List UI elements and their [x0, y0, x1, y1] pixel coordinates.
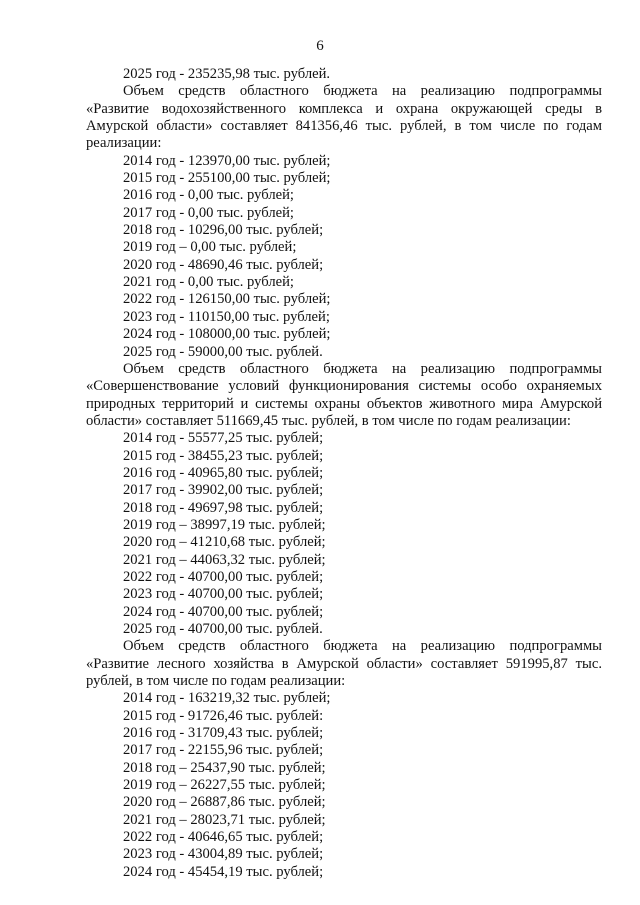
- subprogram-forestry-paragraph: Объем средств областного бюджета на реализацию подпрограммы «Развитие лесного хозяйства в Амурской области» составляет 591995,87 тыс. рублей, в том числе по годам реализации:: [86, 638, 602, 690]
- funding-year-line: 2016 год - 0,00 тыс. рублей;: [123, 187, 294, 204]
- funding-year-line: 2017 год - 22155,96 тыс. рублей;: [123, 742, 324, 759]
- funding-year-line: 2023 год - 43004,89 тыс. рублей;: [123, 846, 324, 863]
- subprogram-water-paragraph: Объем средств областного бюджета на реализацию подпрограммы «Развитие водохозяйственного комплекса и охрана окружающей среды в Амурской области» составляет 841356,46 тыс. рублей, в том числе по годам реализации:: [86, 83, 602, 152]
- funding-year-line: 2021 год - 0,00 тыс. рублей;: [123, 274, 294, 291]
- funding-year-line: 2024 год - 45454,19 тыс. рублей;: [123, 863, 324, 880]
- funding-year-line: 2014 год - 163219,32 тыс. рублей;: [123, 690, 331, 707]
- funding-year-line: 2015 год - 91726,46 тыс. рублей:: [123, 707, 324, 724]
- funding-year-line: 2019 год – 26227,55 тыс. рублей;: [123, 777, 326, 794]
- funding-year-line: 2015 год - 38455,23 тыс. рублей;: [123, 447, 324, 464]
- funding-year-line: 2019 год – 38997,19 тыс. рублей;: [123, 516, 326, 533]
- funding-year-line: 2016 год - 40965,80 тыс. рублей;: [123, 464, 324, 481]
- page-number: 6: [316, 38, 324, 54]
- subprogram-forestry-years: [86, 690, 602, 881]
- funding-year-line: 2018 год – 25437,90 тыс. рублей;: [123, 759, 326, 776]
- funding-year-line: 2023 год - 110150,00 тыс. рублей;: [123, 308, 330, 325]
- funding-year-line: 2015 год - 255100,00 тыс. рублей;: [123, 170, 331, 187]
- subprogram-protected-areas-paragraph: Объем средств областного бюджета на реализацию подпрограммы «Совершенствование условий функционирования системы особо охраняемых природных территорий и системы охраны объектов животного мира Амурской области» составляет 511669,45 тыс. рублей, в том числе по годам реализации:: [86, 360, 602, 429]
- funding-year-line: 2021 год – 28023,71 тыс. рублей;: [123, 811, 326, 828]
- subprogram-water-years: [86, 153, 602, 361]
- funding-year-line: 2016 год - 31709,43 тыс. рублей;: [123, 725, 324, 742]
- funding-year-line: 2020 год – 41210,68 тыс. рублей;: [123, 534, 326, 551]
- subprogram-protected-areas-years: [86, 430, 602, 638]
- funding-year-line: 2021 год – 44063,32 тыс. рублей;: [123, 551, 326, 568]
- funding-year-line: 2014 год - 123970,00 тыс. рублей;: [123, 152, 331, 169]
- funding-year-line: 2023 год - 40700,00 тыс. рублей;: [123, 586, 324, 603]
- funding-year-line: 2024 год - 40700,00 тыс. рублей;: [123, 603, 324, 620]
- funding-year-line: 2025 год - 40700,00 тыс. рублей.: [123, 621, 323, 637]
- funding-year-line: 2018 год - 49697,98 тыс. рублей;: [123, 499, 324, 516]
- funding-year-line: 2022 год - 126150,00 тыс. рублей;: [123, 291, 331, 308]
- funding-year-line: 2014 год - 55577,25 тыс. рублей;: [123, 430, 324, 447]
- funding-year-line: 2019 год – 0,00 тыс. рублей;: [123, 239, 297, 256]
- funding-year-line: 2025 год - 59000,00 тыс. рублей.: [123, 343, 323, 360]
- document-body: [86, 66, 602, 881]
- funding-year-line: 2017 год - 39902,00 тыс. рублей;: [123, 482, 324, 499]
- funding-year-line: 2022 год - 40646,65 тыс. рублей;: [123, 829, 324, 846]
- funding-year-line: 2020 год - 48690,46 тыс. рублей;: [123, 256, 324, 273]
- funding-year-line: 2024 год - 108000,00 тыс. рублей;: [123, 326, 331, 343]
- funding-year-line: 2025 год - 235235,98 тыс. рублей.: [123, 66, 331, 82]
- funding-year-line: 2017 год - 0,00 тыс. рублей;: [123, 204, 294, 221]
- funding-year-line: 2022 год - 40700,00 тыс. рублей;: [123, 568, 324, 585]
- funding-year-line: 2018 год - 10296,00 тыс. рублей;: [123, 222, 324, 239]
- funding-year-line: 2020 год – 26887,86 тыс. рублей;: [123, 794, 326, 811]
